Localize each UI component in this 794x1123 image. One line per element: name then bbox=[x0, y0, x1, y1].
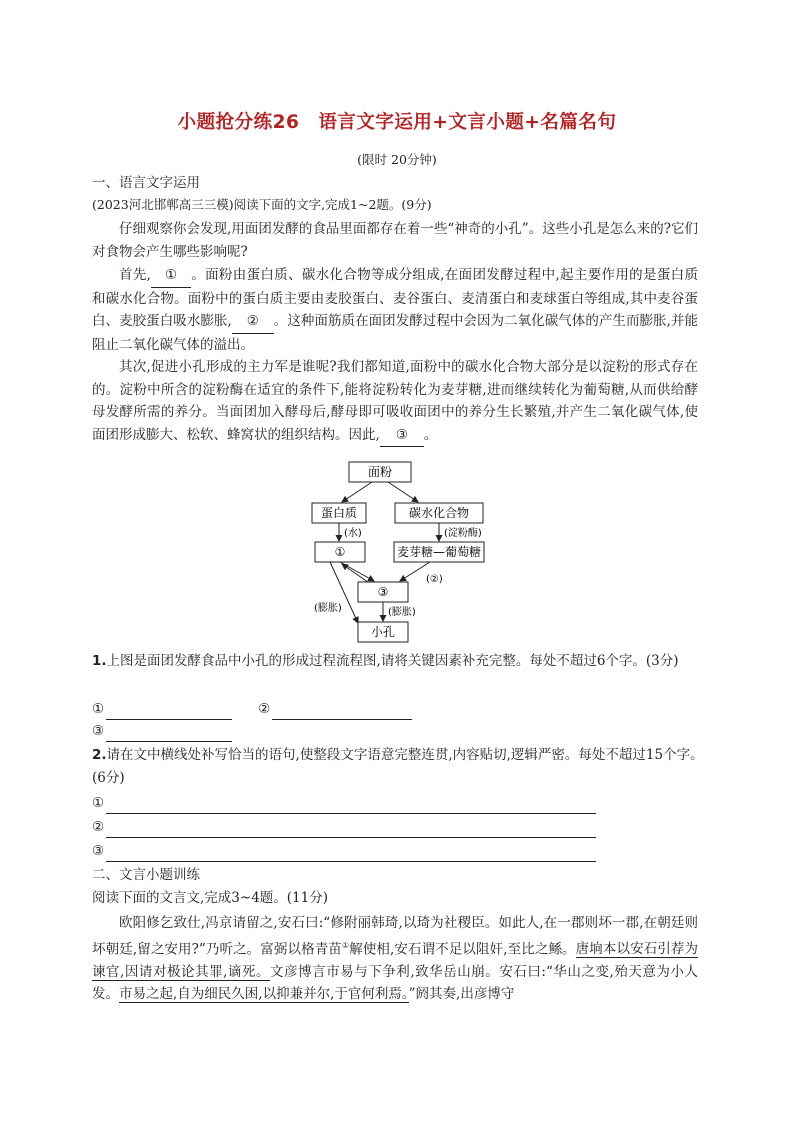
blank-3[interactable]: ③ bbox=[380, 424, 424, 448]
edge-flour-protein bbox=[342, 482, 372, 502]
section1-heading: 一、语言文字运用 bbox=[92, 175, 200, 191]
page-title: 小题抢分练26 语言文字运用+文言小题+名篇名句 bbox=[177, 112, 617, 133]
edge-flour-carb bbox=[388, 482, 418, 502]
q1-mark-2: ② bbox=[258, 701, 271, 717]
label-expand-2: (膨胀) bbox=[388, 607, 416, 618]
q1-mark-3: ③ bbox=[92, 723, 105, 739]
label-expand-1: (膨胀) bbox=[314, 603, 342, 614]
q2-mark-3: ③ bbox=[92, 843, 105, 859]
classical-text-b: 解使相,安石谓不足以阻奸,至比之鲧。 bbox=[349, 941, 576, 958]
paragraph-2-tail: 。这种面筋质在面团发酵过程中会因为二氧化碳气体的产生而膨胀,并能阻止二氧化碳气体的溢出。 bbox=[92, 313, 698, 353]
node-flour: 面粉 bbox=[367, 465, 393, 479]
section2-intro: 阅读下面的文言文,完成3~4题。(11分) bbox=[92, 890, 328, 906]
question-1 bbox=[92, 650, 704, 673]
underlined-sentence-2: 市易之起,自为细民久困,以抑兼并尔,于官何利焉。 bbox=[119, 986, 409, 1003]
blank-2[interactable]: ② bbox=[232, 310, 274, 334]
q2-mark-2: ② bbox=[92, 819, 105, 835]
node-protein: 蛋白质 bbox=[320, 506, 358, 520]
paragraph-2-body: 。面粉由蛋白质、碳水化合物等成分组成,在面团发酵过程中,起主要作用的是蛋白质和碳水化合物。面粉中的蛋白质主要由麦胶蛋白、麦谷蛋白、麦清蛋白和麦球蛋白等组成,其中麦谷蛋白、麦胶蛋白吸水膨胀, bbox=[92, 267, 698, 330]
node-pores: 小孔 bbox=[370, 625, 396, 639]
section2-heading: 二、文言小题训练 bbox=[92, 867, 200, 883]
underlined-sentence-1: 唐垧本以安石引荐为谏官,因请对极论其罪,谪死。 bbox=[92, 941, 699, 980]
q1-mark-1: ① bbox=[92, 701, 105, 717]
paragraph-3-text: 其次,促进小孔形成的主力军是谁呢?我们都知道,面粉中的碳水化合物大部分是以淀粉的形式存在的。淀粉中所含的淀粉酶在适宜的条件下,能将淀粉转化为麦芽糖,进而继续转化为葡萄糖,从而供给酵母发酵所需的养分。当面团加入酵母后,酵母即可吸收面团中的养分生长繁殖,并产生二氧化碳气体,使面团形成膨大、松软、蜂窝状的组织结构。因此, bbox=[92, 359, 698, 443]
paragraph-2 bbox=[92, 264, 698, 356]
label-blank2: (②) bbox=[426, 574, 443, 585]
q2-answer-1[interactable] bbox=[106, 799, 596, 814]
question-1-text: 上图是面团发酵食品中小孔的形成过程流程图,请将关键因素补充完整。每处不超过6个字。(3分) bbox=[106, 653, 679, 669]
blank-1[interactable]: ① bbox=[151, 264, 191, 288]
label-amylase: (淀粉酶) bbox=[444, 528, 482, 539]
classical-text-a: 欧阳修乞致仕,冯京请留之,安石曰:“修附丽韩琦,以琦为社稷臣。如此人,在一郡则坏一郡,在朝廷则坏朝廷,留之安用?”乃听之。富弼以格青苗 bbox=[92, 915, 698, 958]
classical-text-c: 文彦博言市易与下争利,致华岳山崩。安石曰:“华山之变,殆天意为小人发。 bbox=[92, 963, 698, 1003]
q1-answer-3[interactable] bbox=[106, 727, 232, 742]
q1-answer-1[interactable] bbox=[106, 705, 232, 720]
edge-blank1-blank3 bbox=[340, 562, 374, 581]
time-limit: (限时 20分钟) bbox=[357, 152, 437, 167]
q1-answer-row-2 bbox=[92, 720, 232, 742]
paragraph-1 bbox=[92, 218, 698, 263]
node-carb: 碳水化合物 bbox=[408, 506, 470, 520]
question-1-number: 1. bbox=[92, 653, 107, 669]
q2-answer-2[interactable] bbox=[106, 823, 596, 838]
flow-diagram bbox=[300, 458, 500, 646]
q2-answer-row-1 bbox=[92, 792, 596, 814]
question-2 bbox=[92, 744, 704, 789]
section1-source: (2023河北邯郸高三三模)阅读下面的文字,完成1~2题。(9分) bbox=[92, 197, 432, 212]
label-water: (水) bbox=[344, 528, 362, 539]
classical-text bbox=[92, 912, 698, 1006]
q1-answer-2[interactable] bbox=[272, 705, 412, 720]
paragraph-3 bbox=[92, 356, 698, 447]
q2-answer-row-3 bbox=[92, 840, 596, 862]
paragraph-2-lead: 首先, bbox=[119, 267, 151, 283]
classical-text-d: ”阏其奏,出彦博守 bbox=[408, 986, 515, 1003]
paragraph-3-end: 。 bbox=[423, 426, 438, 443]
q1-answer-row-1 bbox=[92, 698, 412, 720]
question-2-text: 请在文中横线处补写恰当的语句,使整段文字语意完整连贯,内容贴切,逻辑严密。每处不超过15个字。(6分) bbox=[92, 747, 704, 786]
node-maltose: 麦芽糖—葡萄糖 bbox=[396, 545, 482, 559]
q2-answer-3[interactable] bbox=[106, 847, 596, 862]
paragraph-1-text: 仔细观察你会发现,用面团发酵的食品里面都存在着一些“神奇的小孔”。这些小孔是怎么来的?它们对食物会产生哪些影响呢? bbox=[92, 221, 698, 260]
question-2-number: 2. bbox=[92, 747, 107, 763]
footnote-marker: ① bbox=[341, 940, 350, 950]
node-blank3: ③ bbox=[377, 585, 389, 599]
q2-mark-1: ① bbox=[92, 795, 105, 811]
node-blank1: ① bbox=[334, 545, 346, 559]
q2-answer-row-2 bbox=[92, 816, 596, 838]
